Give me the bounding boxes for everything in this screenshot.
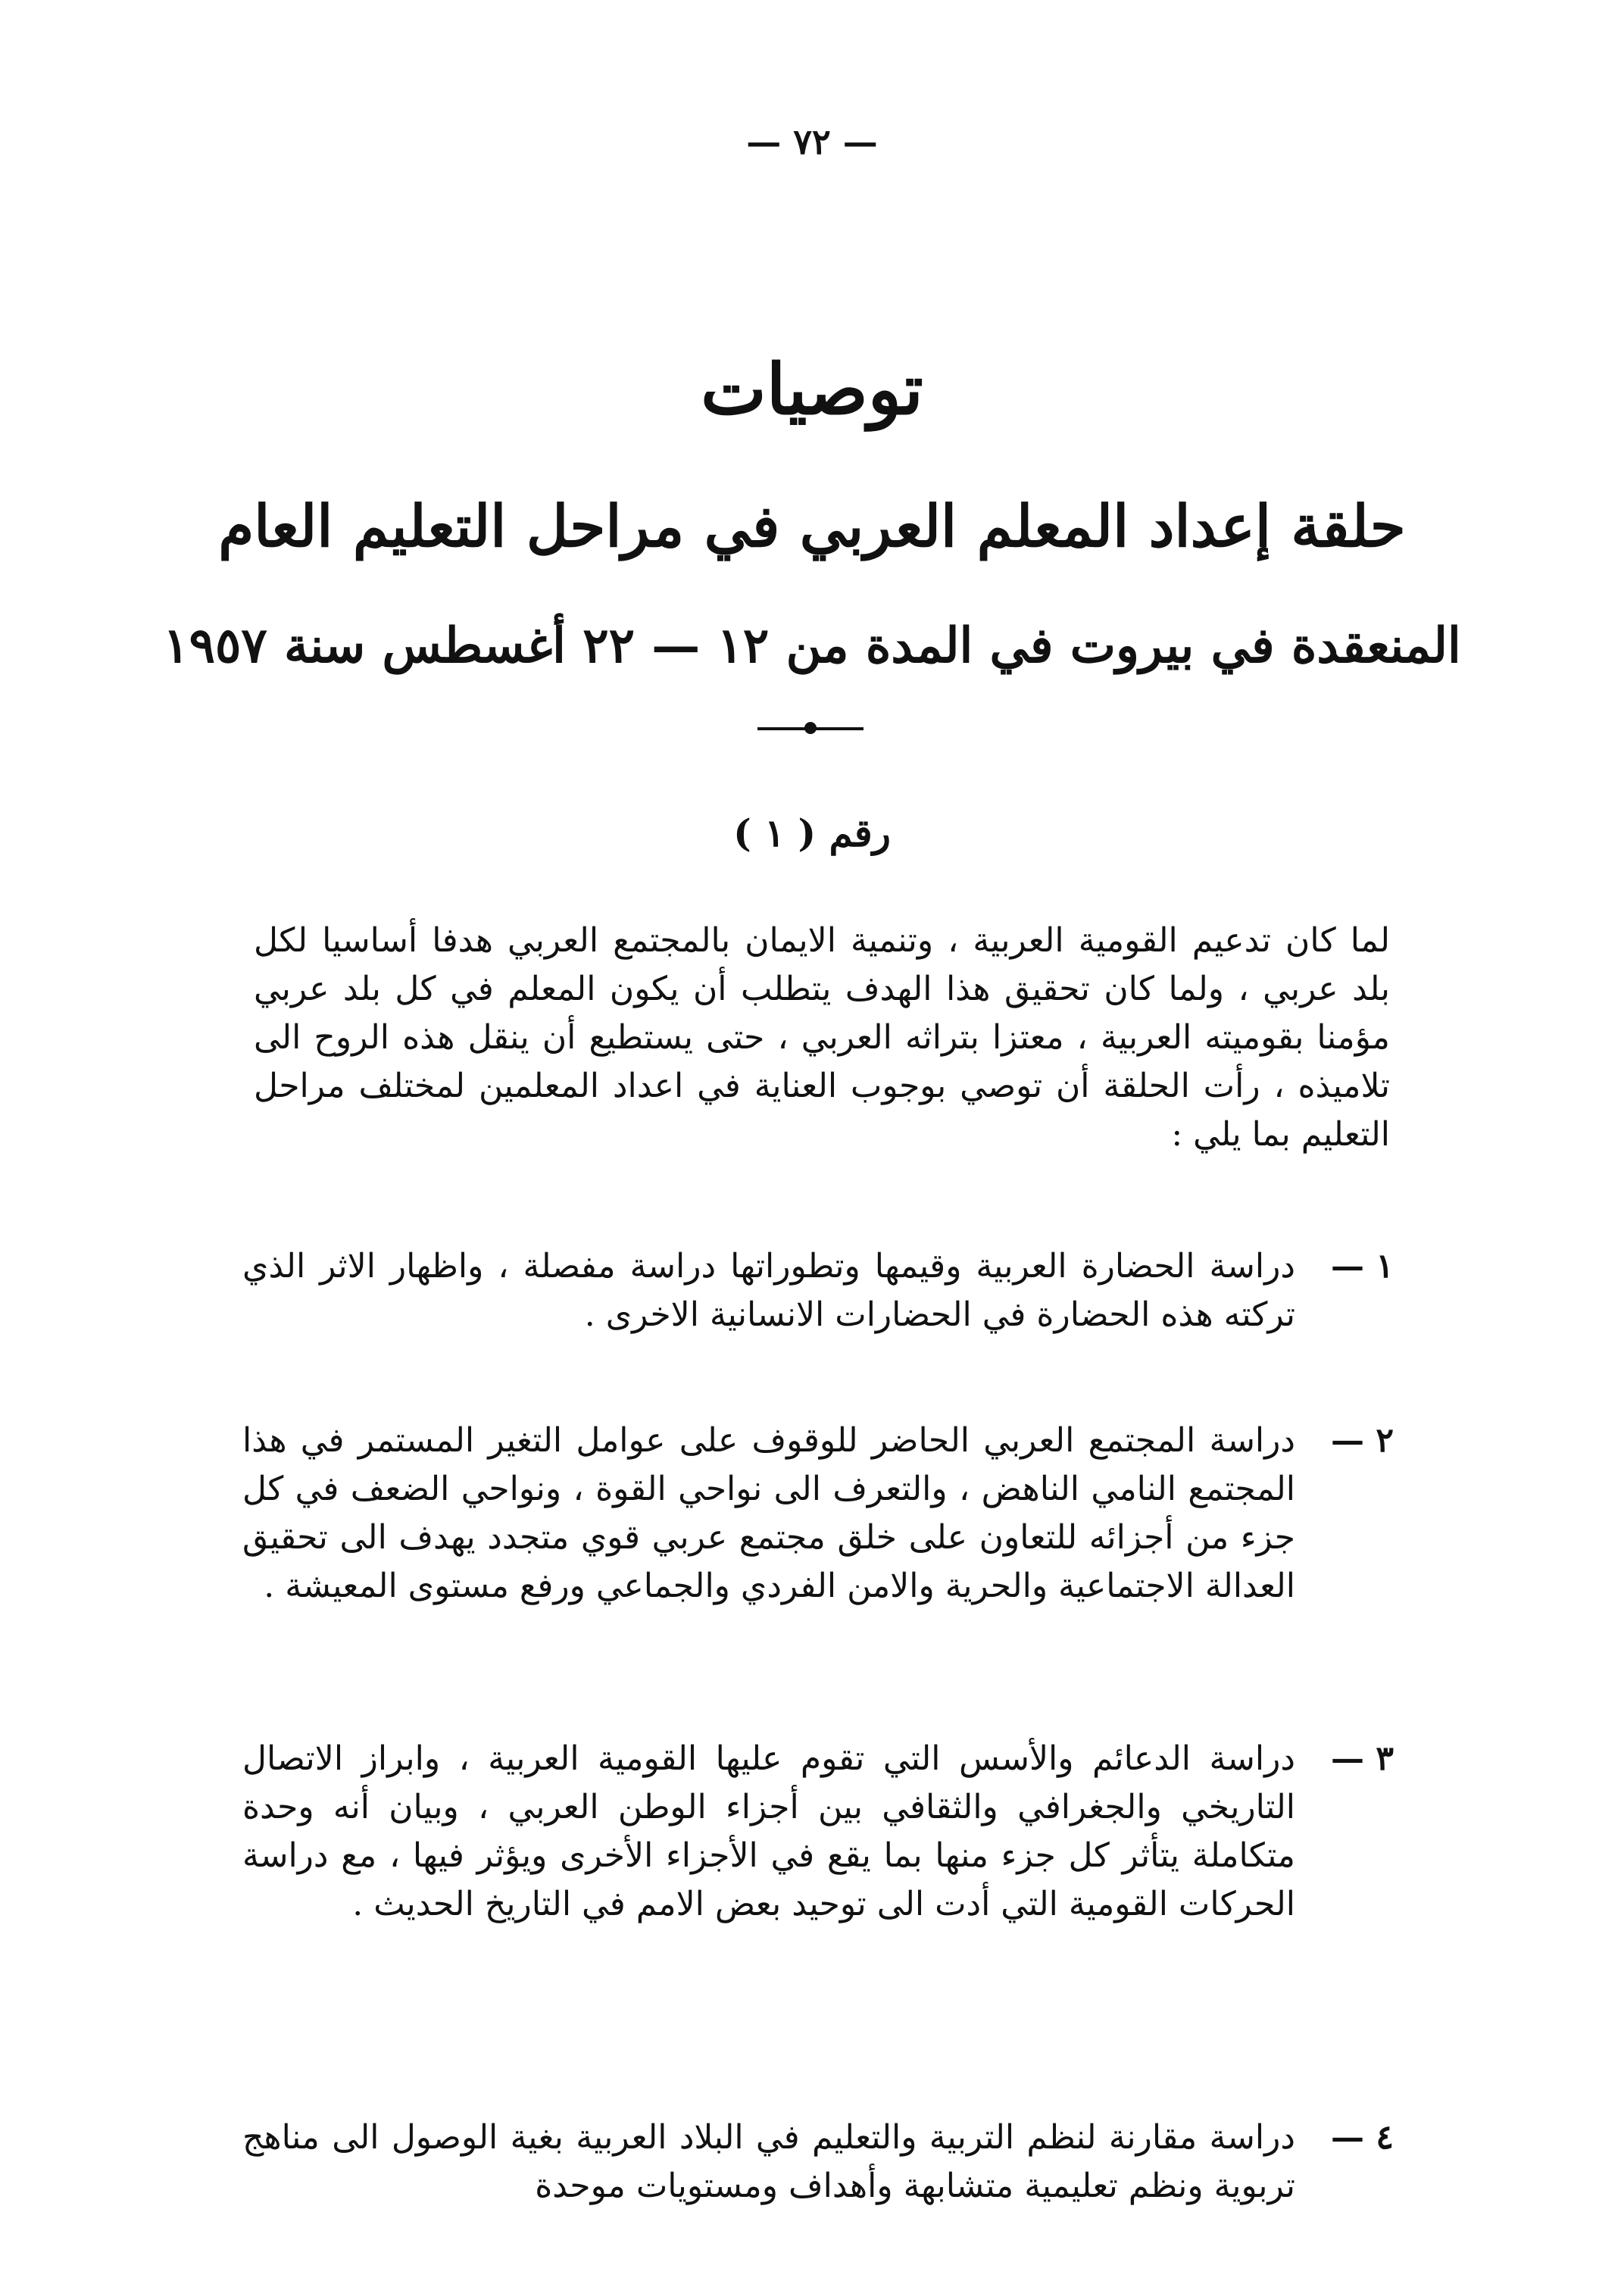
list-item <box>242 1242 1394 1339</box>
page-number: — ٧٢ — <box>746 121 878 162</box>
document-subtitle: حلقة إعداد المعلم العربي في مراحل التعليم العام <box>218 492 1406 560</box>
list-item <box>242 2114 1394 2211</box>
document-date-line: المنعقدة في بيروت في المدة من ١٢ — ٢٢ أغسطس سنة ١٩٥٧ <box>163 617 1461 674</box>
list-item-number: ٢ — <box>1331 1421 1394 1460</box>
list-item-text: دراسة المجتمع العربي الحاضر للوقوف على عوامل التغير المستمر في هذا المجتمع النامي الناهض ، والتعرف الى نواحي القوة ، ونواحي الضعف في كل جزء من أجزائه للتعاون على خلق مجتمع عربي قوي متجدد يهدف الى تحقيق العدالة الاجتماعية والحرية والامن الفردي والجماعي ورفع مستوى المعيشة . <box>242 1421 1295 1605</box>
list-item-number: ١ — <box>1331 1247 1394 1286</box>
document-title: توصيات <box>701 348 923 430</box>
list-item-text: دراسة الحضارة العربية وقيمها وتطوراتها دراسة مفصلة ، واظهار الاثر الذي تركته هذه الحضارة في الحضارات الانسانية الاخرى . <box>242 1247 1295 1334</box>
recommendation-number: رقم ( ١ ) <box>733 811 891 855</box>
list-item-text: دراسة الدعائم والأسس التي تقوم عليها القومية العربية ، وابراز الاتصال التاريخي والجغرافي والثقافي بين أجزاء الوطن العربي ، وبيان أنه وحدة متكاملة يتأثر كل جزء منها بما يقع في الأجزاء الأخرى ويؤثر فيها ، مع دراسة الحركات القومية التي أدت الى توحيد بعض الامم في التاريخ الحديث . <box>242 1739 1296 1923</box>
divider-dot <box>804 722 817 734</box>
intro-paragraph: لما كان تدعيم القومية العربية ، وتنمية الايمان بالمجتمع العربي هدفا أساسيا لكل بلد عربي ، ولما كان تحقيق هذا الهدف يتطلب أن يكون المعلم في كل بلد عربي مؤمنا بقوميته العربية ، معتزا بتراثه العربي ، حتى يستطيع أن ينقل هذه الروح الى تلاميذه ، رأت الحلقة أن توصي بوجوب العناية في اعداد المعلمين لمختلف مراحل التعليم بما يلي : <box>254 921 1390 1154</box>
list-item-number: ٣ — <box>1331 1739 1394 1778</box>
list-item-text: دراسة مقارنة لنظم التربية والتعليم في البلاد العربية بغية الوصول الى مناهج تربوية ونظم تعليمية متشابهة وأهداف ومستويات موحدة <box>242 2118 1295 2205</box>
list-item <box>242 1735 1394 1929</box>
list-item-number: ٤ — <box>1331 2118 1394 2157</box>
list-item <box>242 1417 1394 1611</box>
